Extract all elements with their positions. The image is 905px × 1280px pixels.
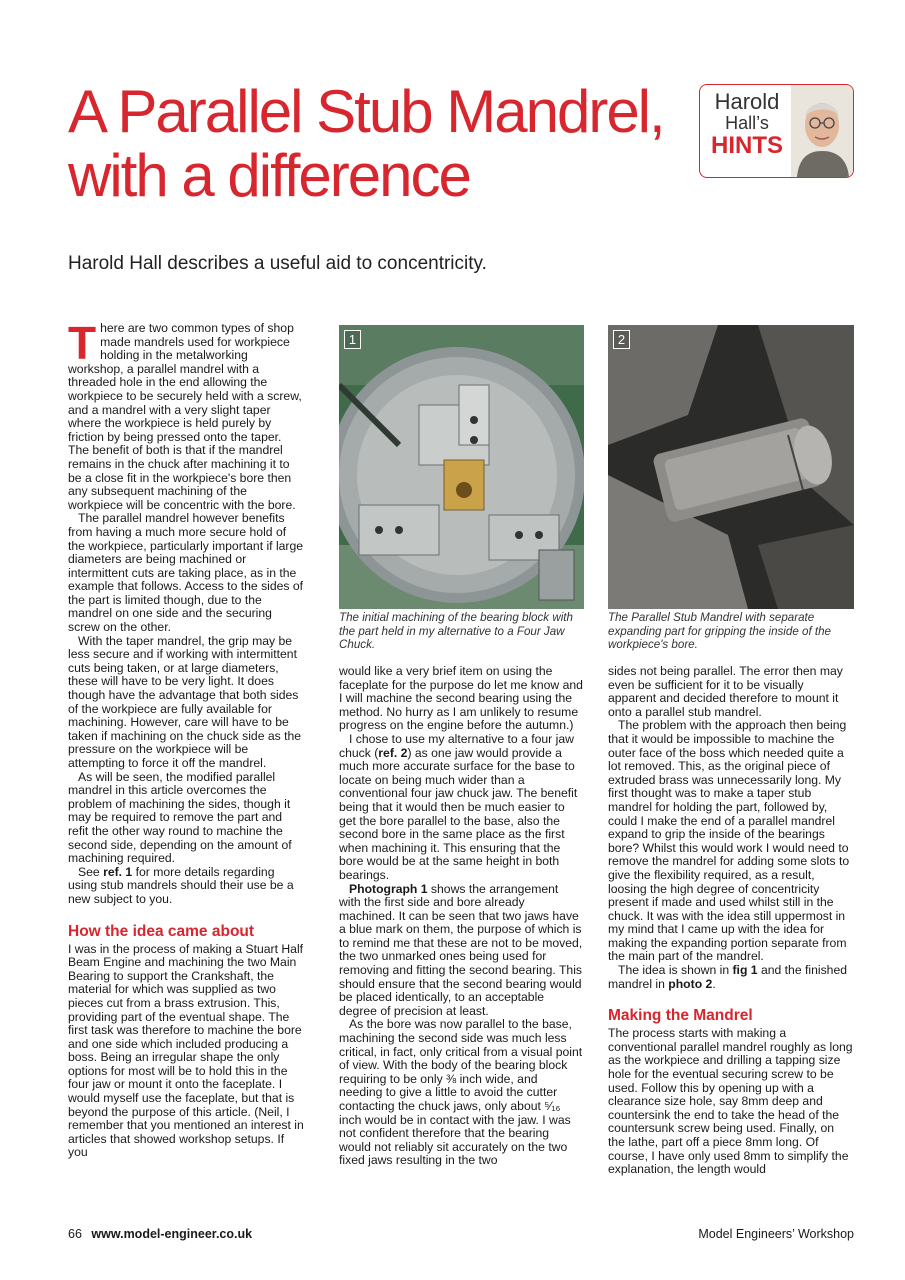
- col1-p5-text-a: See: [78, 864, 104, 879]
- col3-paragraph-2: The problem with the approach then being that it would be impossible to machine the outer face of the boss which needed quite a lot removed. This, as the original piece of extruded brass was unnecessarily long. My first thought was to make a taper stub mandrel for holding the part, followed by, could I make the end of a parallel mandrel expand to grip the inside of the bearings bore? Whilst this would work I would need to remove the mandrel for adding some slots to give the flexibility required, as a result, loosing the high degree of concentricity present if made and used whilst still in the chuck. It was with the idea still uppermost in my mind that I came up with the idea for making the expanding portion separate from the main part of the mandrel.: [608, 718, 850, 964]
- col3-p3-text-b: and the finished mandrel in: [608, 963, 848, 991]
- text-column-2: [339, 665, 583, 1168]
- drop-cap: T: [68, 317, 97, 369]
- text-column-3: [608, 665, 854, 1177]
- photograph-1-ref: Photograph 1: [349, 881, 428, 896]
- photo-2: [608, 325, 854, 609]
- reference-link-1: ref. 1: [103, 864, 133, 879]
- col1-paragraph-4: As will be seen, the modified parallel mandrel in this article overcomes the problem of machining the sides, though it may be required to remove the part and refit the other way round to machine the second side, depending on the amount of machining required.: [68, 769, 292, 866]
- page-number: 66: [68, 1227, 82, 1241]
- col2-paragraph-3: [339, 883, 583, 1019]
- col3-paragraph-1: sides not being parallel. The error then may even be sufficient for it to be visually apparent and decided therefore to mount it onto a parallel stub mandrel.: [608, 664, 843, 719]
- photo-2-ref: photo 2: [668, 976, 713, 991]
- col1-p1-text: here are two common types of shop made mandrels used for workpiece holding in the metalworking workshop, a parallel mandrel with a threaded hole in the end allowing the workpiece to be securely held with a screw, and a mandrel with a very slight taper where the workpiece is held purely by friction by being pressed onto the taper. The benefit of both is that if the mandrel remains in the chuck after machining it to be a close fit in the workpiece's bore then any subsequent machining of the workpiece will be concentric with the bore.: [68, 321, 302, 512]
- section-heading-making: Making the Mandrel: [608, 1007, 753, 1025]
- photo-2-caption: The Parallel Stub Mandrel with separate expanding part for gripping the inside of the workpiece's bore.: [608, 611, 832, 652]
- series-badge-line-3: HINTS: [711, 132, 783, 159]
- photo-number-1: 1: [344, 330, 361, 349]
- series-badge-line-2: Hall’s: [725, 113, 769, 133]
- magazine-name: Model Engineers’ Workshop: [698, 1227, 854, 1241]
- series-badge-text: [704, 91, 790, 159]
- col3-paragraph-4: The process starts with making a conventional parallel mandrel roughly as long as the workpiece and drilling a tapping size hole for the eventual securing screw to be used. Follow this by opening up with a clearance size hole, say 8mm deep and countersink the end to take the head of the countersunk screw being used. Finally, on the lathe, part off a piece 8mm long. Of course, I have only used 8mm to simplify the explanation, the length would: [608, 1026, 853, 1177]
- col1-paragraph-2: The parallel mandrel however benefits from having a much more secure hold of the workpiece, particularly important if large diameters are being machined or intermittent cuts are taking place, as in the example that follows. Access to the sides of the part is limited though, due to the mandrel on one side and the securing screw on the other.: [68, 511, 304, 635]
- website-url: www.model-engineer.co.uk: [91, 1227, 253, 1241]
- article-title: [68, 80, 688, 208]
- col2-p2-text-b: ) as one jaw would provide a much more accurate surface for the base to locate on being much wider than a conventional four jaw chuck jaw. The benefit being that it would then be much easier to get the bore parallel to the base, also the second bore in the same place as the first when machining it. This ensuring that the bore would be at the same height in both bearings.: [339, 745, 578, 882]
- fig-1-ref: fig 1: [732, 963, 758, 978]
- footer-left: [68, 1226, 252, 1242]
- col1-p5-text-b: for more details regarding using stub mandrels should their use be a new subject to you.: [68, 864, 294, 906]
- col2-p2-text-a: I chose to use my alternative to a four jaw chuck (: [339, 731, 574, 760]
- col1-paragraph-3: With the taper mandrel, the grip may be less secure and if working with intermittent cuts being taken, or at large diameters, these will have to be very light. It does though have the advantage that both sides of the workpiece are fully available for machining. However, care will have to be taken if machining on the chuck side as the pressure on the workpiece will be attempting to force it off the mandrel.: [68, 633, 302, 770]
- col2-paragraph-2: [339, 733, 583, 883]
- series-badge-line-1: Harold: [714, 89, 780, 114]
- series-badge: [699, 84, 854, 178]
- intro-paragraph: [68, 317, 305, 512]
- col1-paragraph-5: [68, 866, 305, 907]
- title-line-1: A Parallel Stub Mandrel,: [68, 78, 664, 145]
- section-heading-idea: How the idea came about: [68, 922, 255, 940]
- col3-p3-text-c: .: [712, 976, 716, 991]
- photo-1-caption: The initial machining of the bearing block with the part held in my alternative to a Four Jaw Chuck.: [339, 611, 573, 652]
- reference-link-2: ref. 2: [378, 745, 408, 760]
- col1-paragraph-6: I was in the process of making a Stuart Half Beam Engine and machining the two Main Bearing to support the Crankshaft, the material for which was supplied as two pieces cut from a brass extrusion. This, providing part of the eventual shape. The first task was therefore to machine the bore and one side which included producing a boss. Being an irregular shape the only options for most will be to hold this in the four jaw or mount it onto the faceplate. I would myself use the faceplate, but that is beyond the purpose of this article. (Neil, I remember that you mentioned an interest in articles that showed workshop setups. If you: [68, 941, 304, 1160]
- photo-number-2: 2: [613, 330, 630, 349]
- text-column-1: [68, 317, 305, 1160]
- stub-mandrel-photo: [608, 325, 854, 609]
- article-subtitle: Harold Hall describes a useful aid to concentricity.: [68, 253, 487, 274]
- title-line-2: with a difference: [68, 142, 470, 209]
- photo-1: [339, 325, 584, 609]
- author-portrait: [791, 85, 853, 177]
- col2-paragraph-1: would like a very brief item on using the faceplate for the purpose do let me know and I will machine the second bearing using the method. No hurry as I am unlikely to resume progress on the engine before the autumn.): [339, 664, 583, 733]
- col2-p3-text: shows the arrangement with the first side and bore already machined. It can be seen that two jaws have a blue mark on them, the purpose of which is to remind me that these are not to be moved, the two unmarked ones being used for removing and fitting the second bearing. This should ensure that the second bearing would be placed identically, to an acceptable degree of precision at least.: [339, 881, 583, 1018]
- col2-paragraph-4: As the bore was now parallel to the base, machining the second side was much less critical, in fact, only critical from a visual point of view. With the body of the bearing block requiring to be only ⅜ inch wide, and needing to give a little to avoid the cutter contacting the chuck jaws, only about ⁵⁄₁₆ inch would be in contact with the jaw. I was not confident therefore that the bearing would not reliably sit accurately on the two fixed jaws resulting in the two: [339, 1017, 583, 1168]
- col3-paragraph-3: [608, 964, 854, 991]
- col3-p3-text-a: The idea is shown in: [618, 963, 733, 978]
- four-jaw-chuck-photo: [339, 325, 584, 609]
